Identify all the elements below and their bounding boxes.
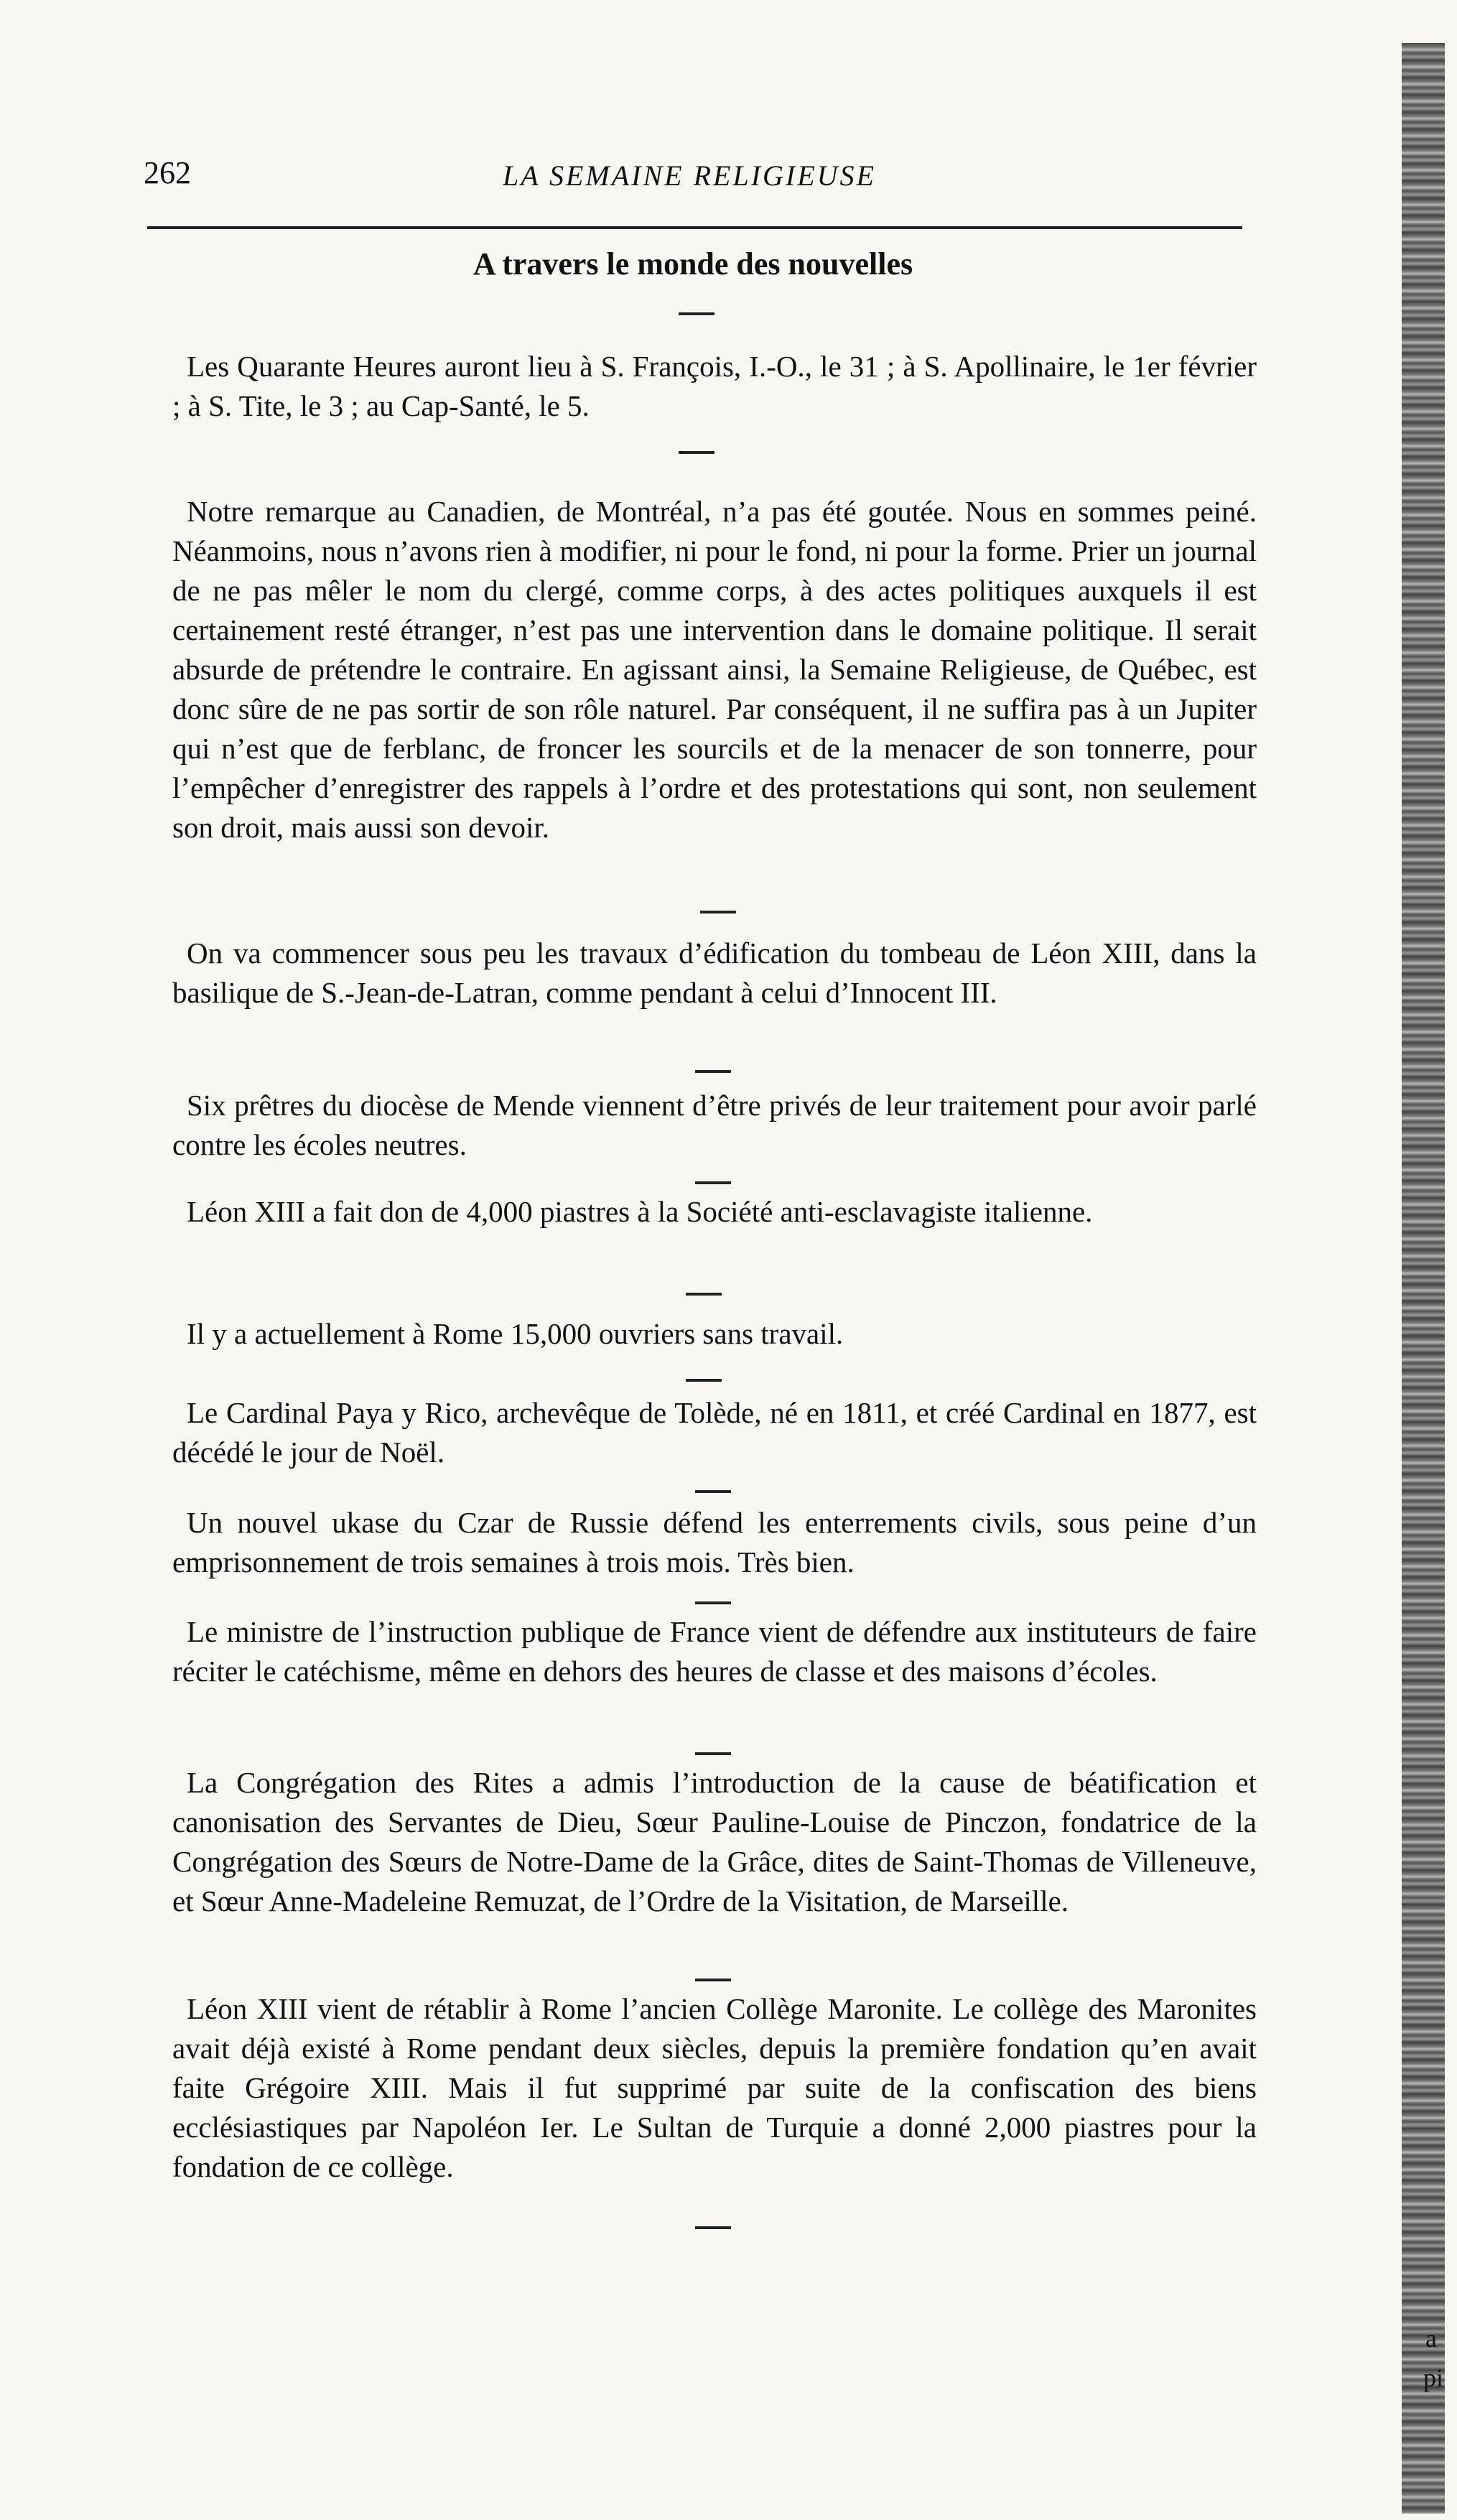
- separator: [679, 451, 714, 454]
- separator: [700, 911, 736, 913]
- header-rule: [147, 226, 1242, 229]
- separator: [695, 1490, 731, 1493]
- news-item: La Congrégation des Rites a admis l’introduction de la cause de béatification et canonisation des Servantes de Dieu, Sœur Pauline-Louise de Pinczon, fondatrice de la Congrégation des Sœurs de Notre-Dame de la Grâce, dites de Saint-Thomas de Villeneuve, et Sœur Anne-Madeleine Remuzat, de l’Ordre de la Visitation, de Marseille.: [172, 1766, 1257, 1917]
- news-item: Le Cardinal Paya y Rico, archevêque de Tolède, né en 1811, et créé Cardinal en 1877, est décédé le jour de Noël.: [172, 1396, 1257, 1469]
- news-item: Un nouvel ukase du Czar de Russie défend les enterrements civils, sous peine d’un emprisonnement de trois semaines à trois mois. Très bien.: [172, 1506, 1257, 1579]
- news-item: On va commencer sous peu les travaux d’édification du tombeau de Léon XIII, dans la basilique de S.-Jean-de-Latran, comme pendant à celui d’Innocent III.: [172, 936, 1257, 1009]
- separator: [679, 312, 714, 315]
- separator: [695, 1070, 731, 1073]
- page-header: [144, 154, 1242, 205]
- margin-fragment: a: [1425, 2324, 1437, 2353]
- separator: [695, 1601, 731, 1604]
- separator: [695, 1979, 731, 1981]
- separator: [695, 2226, 731, 2229]
- news-item: Six prêtres du diocèse de Mende viennent d’être privés de leur traitement pour avoir parlé contre les écoles neutres.: [172, 1089, 1257, 1161]
- section-title: A travers le monde des nouvelles: [473, 246, 913, 282]
- news-item: Il y a actuellement à Rome 15,000 ouvriers sans travail.: [187, 1317, 844, 1350]
- separator: [695, 1181, 731, 1184]
- news-item: Le ministre de l’instruction publique de France vient de défendre aux instituteurs de faire réciter le catéchisme, même en dehors des heures de classe et des maisons d’écoles.: [172, 1615, 1257, 1688]
- page-edge-strip: [1402, 43, 1445, 2514]
- separator: [686, 1293, 722, 1296]
- separator: [686, 1379, 722, 1382]
- news-item: Léon XIII vient de rétablir à Rome l’ancien Collège Maronite. Le collège des Maronites avait déjà existé à Rome pendant deux siècles, depuis la première fondation qu’en avait faite Grégoire XIII. Mais il fut supprimé par suite de la confiscation des biens ecclésiastiques par Napoléon Ier. Le Sultan de Turquie a donné 2,000 piastres pour la fondation de ce collège.: [172, 1992, 1257, 2183]
- news-item: Léon XIII a fait don de 4,000 piastres à la Société anti-esclavagiste italienne.: [187, 1195, 1093, 1228]
- news-item: Les Quarante Heures auront lieu à S. François, I.-O., le 31 ; à S. Apollinaire, le 1er février ; à S. Tite, le 3 ; au Cap-Santé, le 5.: [172, 350, 1257, 422]
- margin-fragment: pi: [1423, 2363, 1444, 2392]
- separator: [695, 1752, 731, 1755]
- page-number: 262: [144, 155, 191, 190]
- running-title: LA SEMAINE RELIGIEUSE: [503, 159, 876, 192]
- news-item: Notre remarque au Canadien, de Montréal, n’a pas été goutée. Nous en sommes peiné. Néanmoins, nous n’avons rien à modifier, ni pour le fond, ni pour la forme. Prier un journal de ne pas mêler le nom du clergé, comme corps, à des actes politiques auxquels il est certainement resté étranger, n’est pas une intervention dans le domaine politique. Il serait absurde de prétendre le contraire. En agissant ainsi, la Semaine Religieuse, de Québec, est donc sûre de ne pas sortir de son rôle naturel. Par conséquent, il ne suffira pas à un Jupiter qui n’est que de ferblanc, de froncer les sourcils et de la menacer de son tonnerre, pour l’empêcher d’enregistrer des rappels à l’ordre et des protestations qui sont, non seulement son droit, mais aussi son devoir.: [172, 495, 1257, 844]
